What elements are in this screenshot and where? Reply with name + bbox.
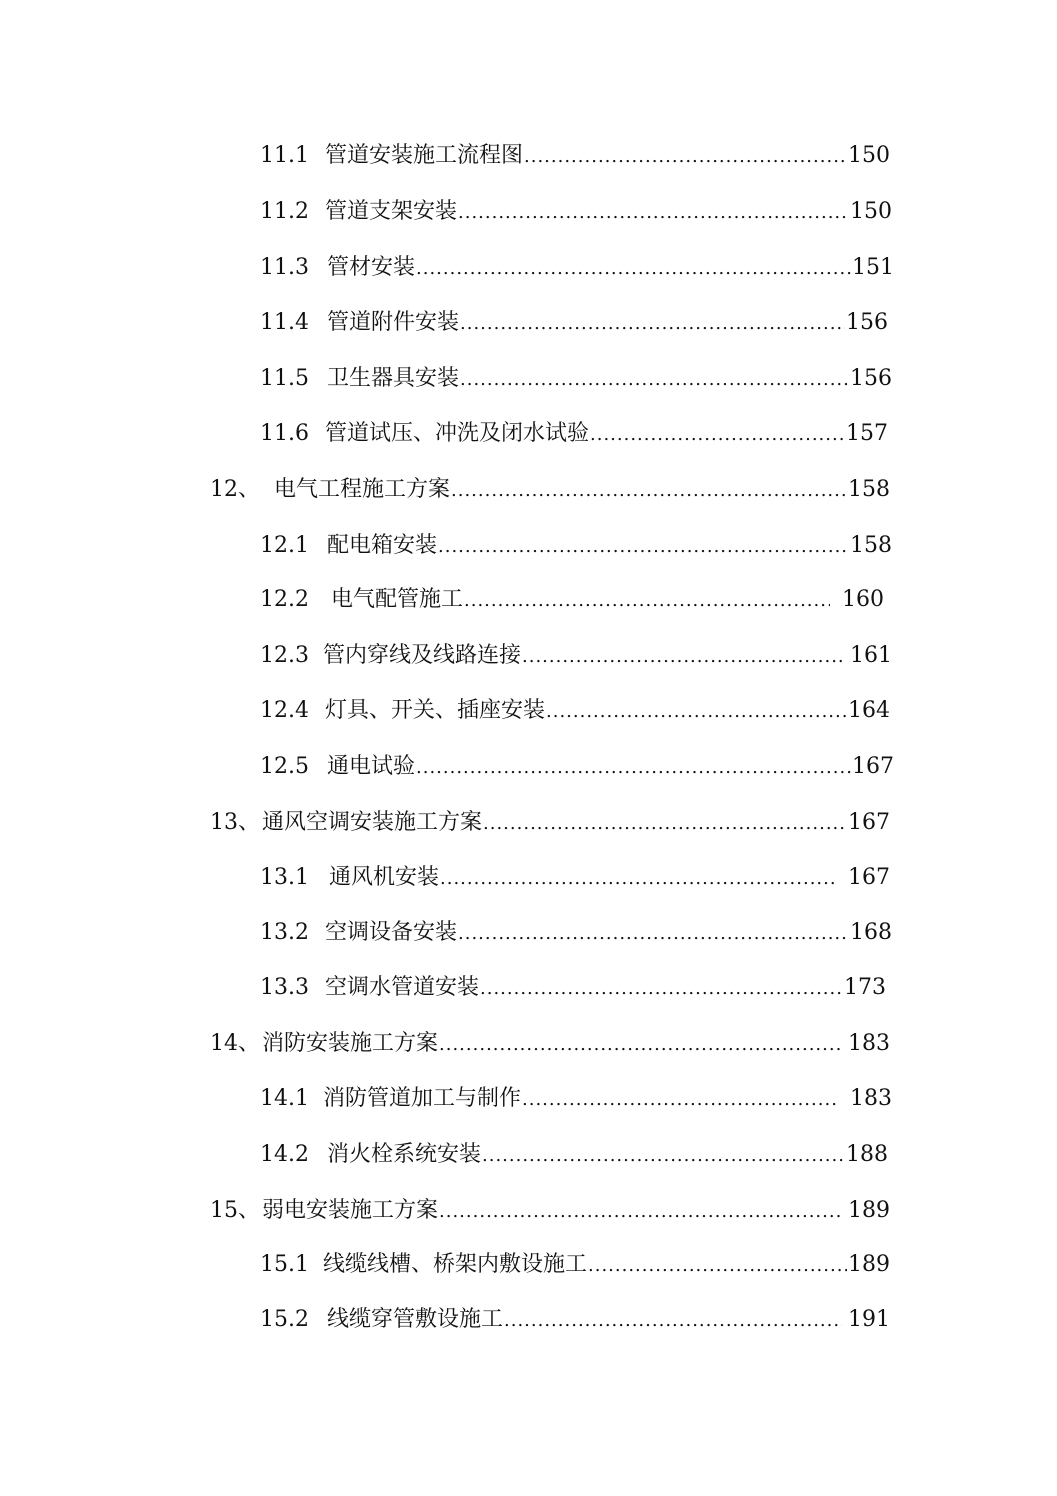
toc-entry-number: 13、: [210, 810, 260, 835]
toc-entry-number: 11.1: [260, 143, 309, 168]
toc-entry[interactable]: [260, 919, 892, 948]
toc-entry-number: 13.1: [260, 865, 309, 890]
toc-entry-title: 配电箱安装: [326, 533, 437, 558]
toc-entry-page: 150: [850, 199, 892, 224]
toc-entry-title: 空调设备安装: [324, 920, 457, 945]
toc-entry[interactable]: [260, 1306, 890, 1335]
toc-leader-dots: [590, 421, 845, 449]
toc-entry-page: 156: [850, 366, 892, 391]
toc-entry-title: 弱电安装施工方案: [262, 1198, 439, 1223]
toc-entry-title: 通风空调安装施工方案: [262, 810, 483, 835]
toc-entry-page: 183: [848, 1031, 890, 1056]
toc-entry[interactable]: [260, 254, 894, 283]
toc-entry-page: 167: [848, 810, 890, 835]
toc-entry-title: 消防安装施工方案: [262, 1031, 439, 1056]
toc-entry-title: 通风机安装: [328, 865, 439, 890]
toc-entry[interactable]: [260, 753, 894, 782]
toc-entry-number: 11.3: [260, 255, 309, 280]
toc-entry[interactable]: [260, 642, 892, 671]
toc-entry-number: 15.1: [260, 1252, 309, 1277]
toc-entry-number: 12.1: [260, 533, 309, 558]
toc-entry-title: 管道试压、冲洗及闭水试验: [324, 421, 589, 446]
toc-leader-dots: [464, 587, 830, 615]
toc-leader-dots: [483, 810, 847, 838]
toc-entry-title: 管道附件安装: [326, 310, 459, 335]
toc-entry-page: 167: [848, 865, 890, 890]
toc-entry-number: 14.2: [260, 1142, 309, 1167]
toc-leader-dots: [522, 643, 844, 671]
toc-entry-title: 线缆穿管敷设施工: [326, 1307, 503, 1332]
toc-entry-title: 管材安装: [326, 255, 415, 280]
toc-entry[interactable]: [260, 142, 890, 171]
toc-entry-title: 消防管道加工与制作: [322, 1086, 521, 1111]
toc-entry[interactable]: [260, 198, 892, 227]
toc-entry[interactable]: [260, 974, 886, 1003]
toc-entry-number: 11.6: [260, 421, 309, 446]
toc-entry-title: 灯具、开关、插座安装: [324, 698, 545, 723]
toc-leader-dots: [522, 1086, 838, 1114]
toc-entry-number: 11.4: [260, 310, 309, 335]
toc-entry-title: 管道支架安装: [324, 199, 457, 224]
toc-entry-page: 189: [848, 1198, 890, 1223]
toc-entry-page: 167: [852, 754, 894, 779]
toc-leader-dots: [504, 1307, 842, 1335]
toc-entry[interactable]: [260, 586, 884, 615]
toc-entry[interactable]: [260, 864, 890, 893]
toc-entry-page: 188: [846, 1142, 888, 1167]
toc-entry[interactable]: [260, 532, 892, 561]
toc-entry-page: 151: [852, 255, 894, 280]
toc-entry-number: 11.2: [260, 199, 309, 224]
toc-entry-number: 11.5: [260, 366, 309, 391]
toc-leader-dots: [480, 975, 843, 1003]
toc-entry-title: 管道安装施工流程图: [324, 143, 523, 168]
toc-entry[interactable]: [260, 1251, 890, 1280]
toc-leader-dots: [458, 199, 849, 227]
toc-entry[interactable]: [260, 309, 888, 338]
toc-entry[interactable]: [260, 420, 888, 449]
toc-entry-number: 14.1: [260, 1086, 309, 1111]
toc-entry-number: 13.3: [260, 975, 309, 1000]
toc-leader-dots: [460, 310, 845, 338]
toc-entry-number: 15、: [210, 1198, 260, 1223]
toc-entry-title: 通电试验: [326, 754, 415, 779]
toc-entry-title: 电气工程施工方案: [274, 477, 451, 502]
toc-entry-number: 12.2: [260, 587, 309, 612]
toc-entry-page: 158: [848, 477, 890, 502]
toc-leader-dots: [451, 477, 847, 505]
toc-entry-number: 15.2: [260, 1307, 309, 1332]
toc-entry[interactable]: [260, 1085, 892, 1114]
toc-leader-dots: [524, 143, 847, 171]
toc-entry-number: 13.2: [260, 920, 309, 945]
toc-entry-page: 183: [850, 1086, 892, 1111]
toc-leader-dots: [438, 533, 849, 561]
toc-entry-title: 线缆线槽、桥架内敷设施工: [322, 1252, 587, 1277]
toc-entry-number: 12、: [210, 477, 260, 502]
toc-entry-page: 189: [848, 1252, 890, 1277]
toc-entry-page: 150: [848, 143, 890, 168]
toc-leader-dots: [588, 1252, 847, 1280]
toc-entry-number: 12.3: [260, 643, 309, 668]
toc-leader-dots: [416, 255, 851, 283]
toc-entry-number: 12.5: [260, 754, 309, 779]
toc-leader-dots: [458, 920, 846, 948]
toc-entry-number: 14、: [210, 1031, 260, 1056]
toc-leader-dots: [440, 865, 834, 893]
toc-entry-page: 173: [844, 975, 886, 1000]
toc-entry-page: 191: [848, 1307, 890, 1332]
toc-entry[interactable]: [260, 365, 892, 394]
toc-entry[interactable]: [210, 1197, 890, 1226]
toc-entry-title: 电气配管施工: [330, 587, 463, 612]
toc-entry-title: 消火栓系统安装: [326, 1142, 481, 1167]
toc-entry-title: 空调水管道安装: [324, 975, 479, 1000]
toc-leader-dots: [439, 1198, 840, 1226]
toc-leader-dots: [416, 754, 851, 782]
toc-entry[interactable]: [210, 1030, 890, 1059]
toc-entry-page: 160: [842, 587, 884, 612]
toc-entry-title: 管内穿线及线路连接: [322, 643, 521, 668]
toc-leader-dots: [482, 1142, 845, 1170]
toc-entry-page: 158: [850, 533, 892, 558]
toc-entry[interactable]: [260, 697, 890, 726]
toc-entry[interactable]: [210, 476, 890, 505]
toc-entry[interactable]: [260, 1141, 888, 1170]
toc-entry-page: 161: [850, 643, 892, 668]
toc-entry-page: 156: [846, 310, 888, 335]
toc-leader-dots: [546, 698, 847, 726]
toc-entry-page: 164: [848, 698, 890, 723]
toc-entry-number: 12.4: [260, 698, 309, 723]
toc-entry-page: 157: [846, 421, 888, 446]
toc-entry[interactable]: [210, 809, 890, 838]
toc-leader-dots: [460, 366, 849, 394]
toc-entry-page: 168: [850, 920, 892, 945]
toc-entry-title: 卫生器具安装: [326, 366, 459, 391]
toc-leader-dots: [439, 1031, 840, 1059]
